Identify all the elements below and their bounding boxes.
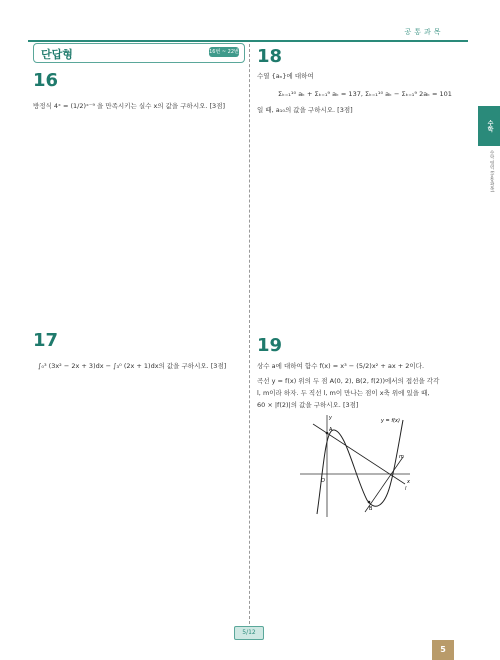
question-17-number: 17: [33, 330, 59, 351]
tangent-l-label: l: [405, 486, 407, 492]
subject-side-tab: 수학: [478, 106, 500, 146]
point-B-label: B: [369, 506, 373, 512]
question-18-line3: 일 때, a₁₀의 값을 구하시오. [3점]: [257, 106, 353, 114]
question-18-line2: Σₖ₌₁¹⁰ aₖ + Σₖ₌₁⁹ aₖ = 137, Σₖ₌₁¹⁰ aₖ − Σₖ₌₁⁹ 2aₖ = 101: [278, 90, 452, 98]
curve-label: y = f(x): [381, 418, 400, 424]
tangent-m-label: m: [399, 454, 404, 460]
subject-side-text: 수학 영역 (공통과목): [489, 150, 494, 193]
column-divider: [249, 44, 250, 634]
question-18-number: 18: [257, 46, 283, 67]
page-number: 5/12: [234, 626, 264, 640]
header-label: 공통과목: [404, 28, 444, 36]
header-rule: [28, 40, 468, 42]
question-19-number: 19: [257, 335, 283, 356]
point-B: [368, 501, 371, 504]
question-19-line3: l, m이라 하자. 두 직선 l, m이 만나는 점이 x축 위에 있을 때,: [257, 389, 430, 397]
question-17-text: ∫₀³ (3x² − 2x + 3)dx − ∫₃⁰ (2x + 1)dx의 값을 구하시오. [3점]: [38, 362, 227, 370]
origin-label: O: [321, 478, 325, 484]
curve-f: [317, 420, 403, 514]
corner-page-badge: 5: [432, 640, 454, 660]
point-A: [326, 432, 329, 435]
tangent-m: [365, 457, 403, 512]
question-18-line1: 수열 {aₙ}에 대하여: [257, 72, 314, 80]
x-axis-label: x: [407, 479, 410, 485]
question-19-line4: 60 × |f(2)|의 값을 구하시오. [3점]: [257, 401, 359, 409]
question-19-line2: 곡선 y = f(x) 위의 두 점 A(0, 2), B(2, f(2))에서의 접선을 각각: [257, 377, 440, 385]
section-title: 단답형: [41, 48, 73, 61]
question-16-number: 16: [33, 70, 59, 91]
question-19-graph: [295, 412, 415, 522]
question-19-line1: 상수 a에 대하여 함수 f(x) = x³ − (5/2)x² + ax + 2이다.: [257, 362, 425, 370]
section-range-pill: 16번 ~ 22번: [209, 49, 239, 55]
y-axis-label: y: [329, 415, 332, 421]
point-A-label: A: [329, 427, 333, 433]
question-16-text: 방정식 4ˣ = (1/2)ˣ⁻⁹ 을 만족시키는 실수 x의 값을 구하시오. [3점]: [33, 102, 226, 110]
